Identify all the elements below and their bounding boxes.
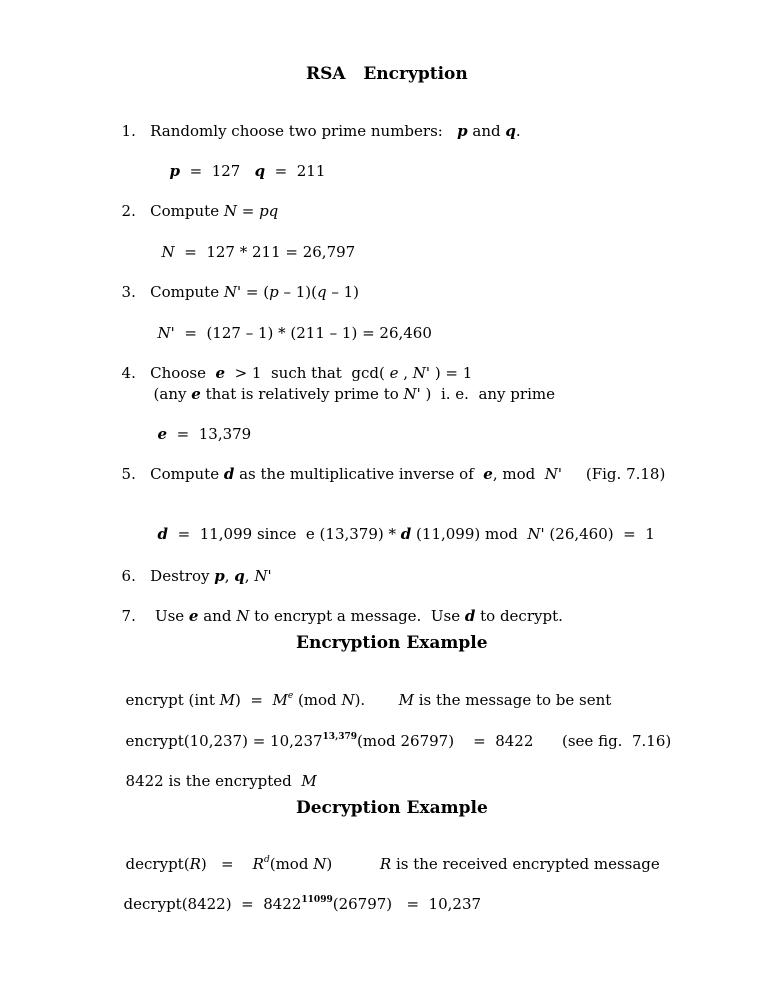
step-3: 3. Compute N' = (p – 1)(q – 1): [121, 283, 360, 301]
step-6: 6. Destroy p, q, N': [121, 567, 272, 585]
step-4-number: 4.: [121, 364, 136, 382]
step-4-line-2: (any e that is relatively prime to N' ) i. e. any prime: [153, 385, 555, 403]
encryption-heading: Encryption Example: [296, 633, 488, 653]
encryption-example: encrypt(10,237) = $10,237^{13,379}(mod$ 26797) = 8422 (see fig. 7.16): [125, 732, 672, 750]
step-7: 7. Use e and N to encrypt a message. Use d to decrypt.: [121, 607, 563, 625]
encryption-formula: encrypt (int M) = Me (mod N). M is the message to be sent: [125, 691, 612, 709]
step-7-number: 7.: [121, 607, 136, 625]
decryption-example: decrypt(8422) = $8422^{11099}(26797) = 10,237$: [123, 895, 482, 913]
step-5: 5. Compute d as the multiplicative inverse of e, mod N' (Fig. 7.18): [121, 465, 666, 483]
step-3-number: 3.: [121, 283, 136, 301]
decryption-formula: decrypt(R) = $R^d(mod$ N) R is the received encrypted message: [125, 855, 660, 873]
value-e: e = 13,379: [157, 425, 252, 443]
step-6-number: 6.: [121, 567, 136, 585]
step-1-number: 1.: [121, 122, 136, 140]
value-p-q: p = 127 q = 211: [169, 162, 326, 180]
step-5-number: 5.: [121, 465, 136, 483]
value-n-prime: N' = (127 – 1) * (211 – 1) = 26,460: [157, 324, 432, 342]
value-d: d = 11,099 since e (13,379) * d (11,099) mod N' (26,460) = 1: [157, 525, 655, 543]
decryption-heading: Decryption Example: [296, 798, 488, 818]
step-2: 2. Compute N = pq: [121, 202, 279, 220]
encryption-result: 8422 is the encrypted M: [125, 772, 317, 790]
step-1: 1. Randomly choose two prime numbers: p and q.: [121, 122, 521, 140]
step-4-line-1: 4. Choose e > 1 such that gcd( e , N' ) = 1: [121, 364, 473, 382]
value-n: N = 127 * 211 = 26,797: [161, 243, 356, 261]
page-title: RSA Encryption: [306, 64, 468, 84]
step-2-number: 2.: [121, 202, 136, 220]
